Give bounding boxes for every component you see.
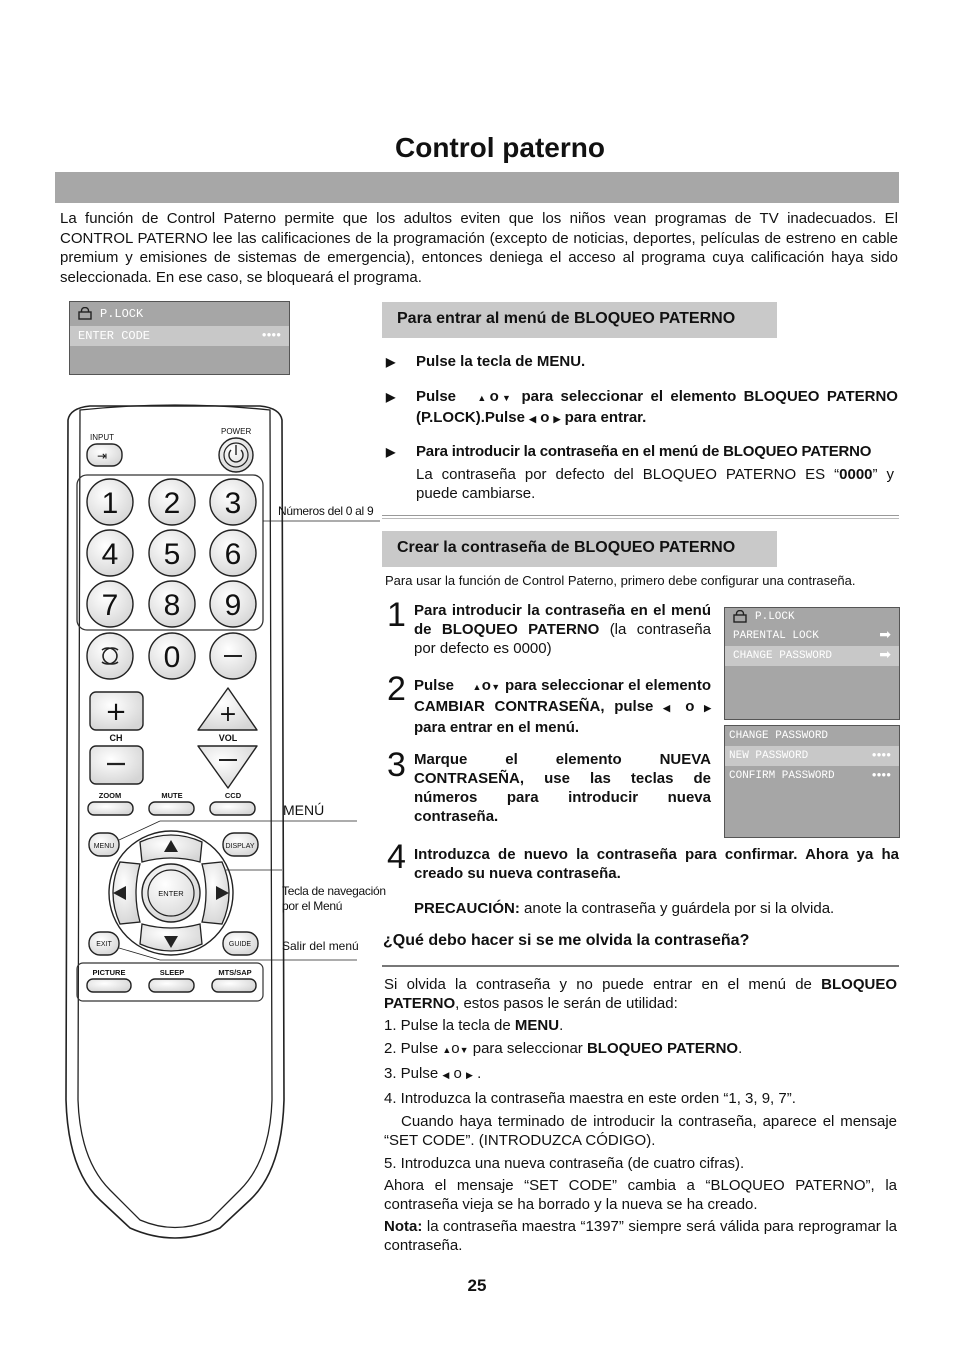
osd-enter-code: [69, 301, 290, 375]
ccd-button[interactable]: [210, 802, 255, 815]
faq-l5: 5. Introduzca una nueva contraseña (de cuatro cifras).: [384, 1155, 745, 1172]
faq-l4: 4. Introduzca la contraseña maestra en este orden “1, 3, 9, 7”.: [384, 1090, 796, 1107]
bullet-text: Para introducir la contraseña en el menú de BLOQUEO PATERNO: [416, 443, 872, 460]
bullet-arrow-icon: ▶: [386, 445, 396, 459]
faq-heading: ¿Qué debo hacer si se me olvida la contraseña?: [383, 932, 750, 949]
faq-l6: Ahora el mensaje “SET CODE” cambia a “BLOQUEO PATERNO”, la contraseña vieja se ha borrado y la nueva se ha creado.: [384, 1177, 897, 1213]
callout-nav: Tecla de navegación por el Menú: [282, 884, 386, 913]
vol-down-button[interactable]: [198, 746, 257, 788]
arrow-right-icon: ➡: [879, 628, 891, 644]
faq-rule: [382, 965, 899, 967]
mts-label: MTS/SAP: [218, 968, 252, 977]
enter-label: ENTER: [158, 889, 184, 898]
digit-6-label: 6: [224, 538, 242, 571]
display-label: DISPLAY: [225, 843, 255, 850]
zoom-label: ZOOM: [98, 791, 122, 800]
osd-row-label: CONFIRM PASSWORD: [729, 770, 835, 782]
callout-exit: Salir del menú: [282, 939, 359, 953]
osd-row-parental-lock: [725, 626, 899, 646]
digit-7-label: 7: [101, 589, 119, 622]
faq-l2: [384, 1039, 897, 1060]
left-arrow-icon: ◀: [663, 703, 676, 713]
input-icon: ⇥: [97, 449, 108, 463]
arrow-right-icon: ➡: [879, 648, 891, 664]
text: ” y puede cambiarse.: [416, 466, 894, 502]
mute-label: MUTE: [161, 791, 183, 800]
text: .: [559, 1017, 564, 1034]
bullet-arrow-icon: ▶: [386, 390, 396, 404]
svg-text:+: +: [218, 702, 238, 727]
bullet-text: Pulse la tecla de MENU.: [416, 353, 586, 370]
text: La contraseña por defecto del BLOQUEO PATERNO ES “: [416, 466, 840, 483]
faq-l1: [384, 1016, 897, 1035]
osd-title: P.LOCK: [755, 611, 795, 623]
text: , estos pasos le serán de utilidad:: [455, 995, 678, 1012]
down-arrow-icon: ▼: [498, 393, 515, 403]
step-4-text: Introduzca de nuevo la contraseña para confirmar. Ahora ya ha creado su nueva contraseña.: [414, 846, 899, 882]
text: Si olvida la contraseña y no puede entrar en el menú de: [384, 976, 822, 993]
divider: [382, 515, 899, 516]
faq-l3: [384, 1064, 897, 1085]
or-text: o: [685, 698, 695, 715]
bullet-2: [386, 387, 898, 429]
text: para seleccionar: [472, 1040, 587, 1057]
caution-label: PRECAUCIÓN:: [414, 900, 520, 917]
osd-dots: ●●●●: [871, 751, 891, 760]
divider: [382, 518, 899, 519]
osd-row-label: NEW PASSWORD: [729, 750, 809, 762]
right-arrow-icon: ▶: [704, 703, 712, 713]
lock-icon: [733, 610, 747, 623]
intro-paragraph: La función de Control Paterno permite que los adultos eviten que los niños vean programas de TV inadecuados. El CONTROL PATERNO lee las calificaciones de la programación (excepto de noticias, deportes, películas de estreno en cable premium y emisiones de sistemas de emergencia), entonces deniega el acceso al programa cuya calificación haya sido seleccionada. En ese caso, se bloqueará el programa.: [60, 210, 898, 286]
guide-label: GUIDE: [228, 941, 252, 948]
default-code: 0000: [839, 466, 873, 483]
bullet-text: para seleccionar el elemento BLOQUEO PATERNO (P.LOCK).Pulse: [416, 388, 898, 426]
osd-title: P.LOCK: [100, 307, 144, 321]
bullet-3: [386, 442, 901, 462]
osd-title-row: [725, 608, 899, 626]
sleep-label: SLEEP: [159, 968, 185, 977]
default-password-text: [416, 465, 894, 503]
text: la contraseña maestra “1397” siempre será válida para reprogramar la contraseña.: [384, 1218, 897, 1254]
text: BLOQUEO PATERNO: [384, 976, 897, 1012]
ch-label: CH: [109, 733, 123, 743]
step-number: 2: [387, 670, 406, 708]
text: BLOQUEO PATERNO: [586, 1040, 739, 1057]
faq-body: [384, 975, 897, 1255]
nota-label: Nota:: [384, 1218, 423, 1235]
or-text: o: [540, 409, 550, 426]
down-arrow-icon: ▼: [490, 682, 501, 692]
bullet-text: para entrar.: [564, 409, 647, 426]
osd-title-row: [70, 304, 289, 324]
osd-row-change-password: [725, 646, 899, 666]
osd-dots: ●●●●: [261, 331, 281, 340]
section-heading-create-password: Crear la contraseña de BLOQUEO PATERNO: [382, 531, 777, 567]
or-text: o: [451, 1040, 460, 1057]
digit-1-label: 1: [101, 487, 119, 520]
or-text: o: [489, 388, 499, 405]
step-number: 4: [387, 838, 406, 876]
callout-line-exit: [119, 948, 160, 960]
text: anote la contraseña y guárdela por si la olvida.: [519, 900, 835, 917]
up-arrow-icon: ▲: [472, 682, 482, 692]
left-arrow-icon: ◀: [442, 1070, 450, 1080]
osd-row-new-password: [725, 746, 899, 766]
zoom-button[interactable]: [88, 802, 133, 815]
menu-label: MENU: [93, 843, 115, 850]
section2-intro: Para usar la función de Control Paterno, primero debe configurar una contraseña.: [385, 573, 856, 588]
osd-row-confirm-password: [725, 766, 899, 786]
text: Pulse: [414, 677, 455, 694]
mute-button[interactable]: [149, 802, 194, 815]
text: .: [738, 1040, 743, 1057]
step-number: 1: [387, 596, 406, 634]
osd-enter-code-row: [70, 326, 289, 346]
digit-5-label: 5: [163, 538, 181, 571]
step-3-text: Marque el elemento NUEVA CONTRASEÑA, use las teclas de números para introducir nueva contraseña.: [414, 751, 711, 825]
text: para seleccionar el elemento CAMBIAR CONTRASEÑA, pulse: [414, 677, 711, 715]
or-text: o: [453, 1065, 462, 1082]
sleep-button[interactable]: [149, 979, 194, 992]
up-arrow-icon: ▲: [477, 393, 490, 403]
caution-text: [414, 899, 899, 918]
text: para entrar en el menú.: [414, 719, 580, 736]
text: MENU: [514, 1017, 560, 1034]
svg-text:+: +: [105, 697, 127, 727]
picture-button[interactable]: [87, 979, 131, 992]
digit-0-label: 0: [163, 641, 181, 674]
osd-row-label: ENTER CODE: [78, 329, 151, 343]
exit-label: EXIT: [96, 941, 112, 948]
right-arrow-icon: ▶: [553, 414, 561, 424]
down-arrow-icon: ▼: [459, 1045, 469, 1055]
faq-l4b: Cuando haya terminado de introducir la contraseña, aparece el mensaje “SET CODE”. (INTRODUZCA CÓDIGO).: [384, 1113, 897, 1149]
text: 3. Pulse: [384, 1065, 439, 1082]
lock-icon: [78, 307, 92, 320]
input-label: INPUT: [90, 433, 114, 442]
page-title: Control paterno: [395, 132, 605, 163]
page-number: 25: [467, 1276, 487, 1295]
osd-row-title: [725, 726, 899, 746]
digit-4-label: 4: [101, 538, 119, 571]
osd-row-label: CHANGE PASSWORD: [729, 730, 829, 742]
text: Para introducir la contraseña en el menú de BLOQUEO PATERNO: [414, 602, 711, 638]
osd-row-label: PARENTAL LOCK: [733, 630, 819, 642]
bullet-text: Pulse: [416, 388, 457, 405]
step-2-text: [414, 676, 711, 737]
ccd-label: CCD: [224, 791, 242, 800]
faq-p1: [384, 975, 897, 1013]
faq-nota: [384, 1217, 897, 1255]
text: .: [477, 1065, 482, 1082]
mts-button[interactable]: [212, 979, 256, 992]
right-arrow-icon: ▶: [465, 1070, 473, 1080]
text: 2. Pulse: [384, 1040, 439, 1057]
callout-menu: MENÚ: [283, 802, 325, 818]
osd-plock-menu: [724, 607, 900, 720]
left-arrow-icon: ◀: [529, 414, 537, 424]
step-number: 3: [387, 746, 406, 784]
osd-dots: ●●●●: [871, 771, 891, 780]
title-bar: [55, 172, 899, 203]
section-heading-enter-menu: Para entrar al menú de BLOQUEO PATERNO: [382, 302, 777, 338]
digit-2-label: 2: [163, 487, 181, 520]
up-arrow-icon: ▲: [442, 1045, 452, 1055]
digit-3-label: 3: [224, 487, 242, 520]
picture-label: PICTURE: [92, 968, 126, 977]
bullet-arrow-icon: ▶: [386, 355, 396, 369]
osd-row-label: CHANGE PASSWORD: [733, 650, 833, 662]
step-1-text: [414, 601, 711, 658]
text: 1. Pulse la tecla de: [384, 1017, 515, 1034]
remote-control: [60, 400, 390, 1260]
digit-9-label: 9: [224, 589, 242, 622]
callout-numbers: Números del 0 al 9: [278, 504, 374, 518]
osd-change-password: [724, 725, 900, 838]
or-text: o: [481, 677, 491, 694]
text: (la contraseña por defecto es 0000): [414, 621, 711, 657]
digit-8-label: 8: [163, 589, 181, 622]
power-label: POWER: [221, 427, 252, 436]
bullet-1: [386, 352, 898, 372]
vol-label: VOL: [218, 733, 238, 743]
